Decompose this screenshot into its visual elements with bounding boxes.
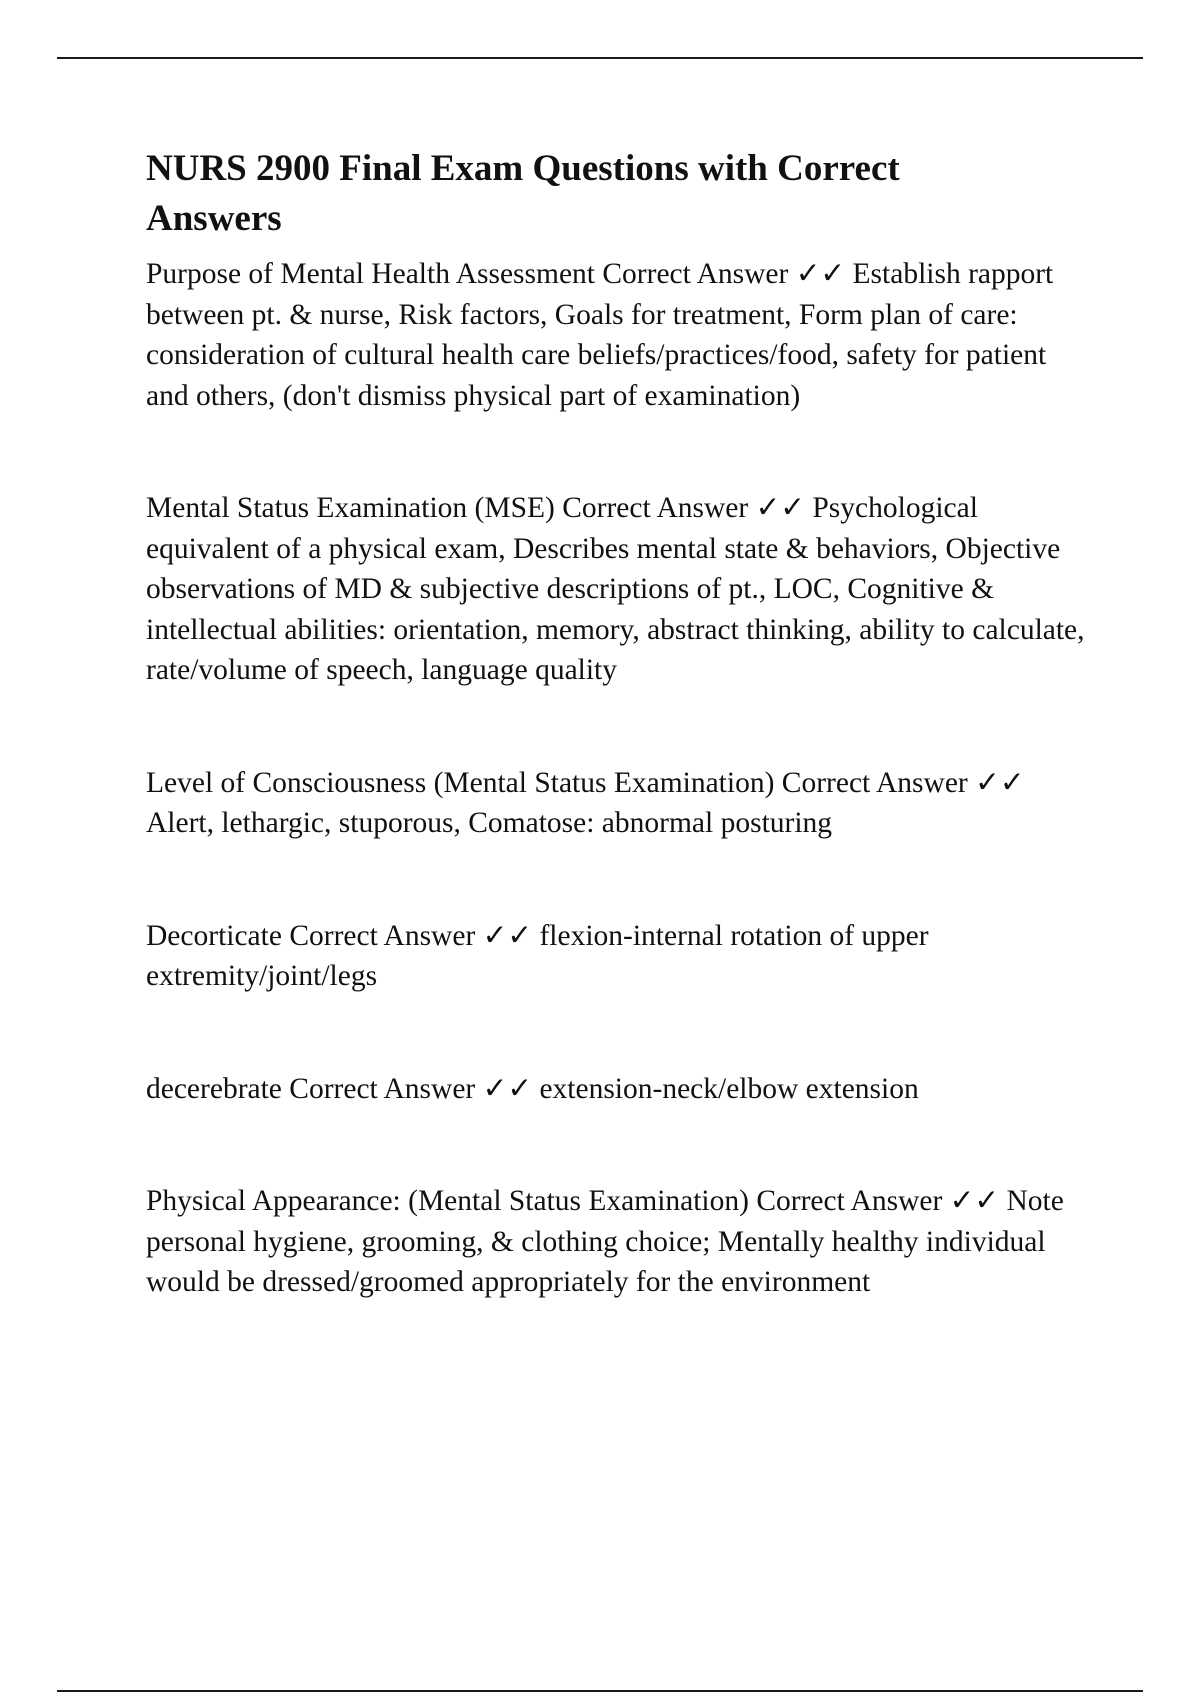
correct-answer-label: Correct Answer	[562, 492, 749, 524]
qa-answer: Establish rapport between pt. & nurse, Risk factors, Goals for treatment, Form plan of care: consideration of cultural health care beliefs/practices/food, safety for patient and others, (don't dismiss physical part of examination)	[146, 258, 1054, 412]
qa-answer: Alert, lethargic, stuporous, Comatose: abnormal posturing	[146, 807, 833, 839]
qa-term: Purpose of Mental Health Assessment	[146, 258, 595, 290]
qa-entry	[146, 488, 1096, 691]
qa-entry	[146, 763, 1096, 844]
qa-answer: flexion-internal rotation of upper extremity/joint/legs	[146, 919, 929, 992]
document-title: NURS 2900 Final Exam Questions with Correct Answers	[146, 148, 900, 239]
qa-entry	[146, 1069, 1096, 1110]
correct-answer-label: Correct Answer	[756, 1185, 943, 1217]
qa-answer: Note personal hygiene, grooming, & clothing choice; Mentally healthy individual would be dressed/groomed appropriately for the environment	[146, 1185, 1064, 1298]
correct-answer-label: Correct Answer	[781, 766, 968, 799]
qa-answer: extension-neck/elbow extension	[539, 1072, 919, 1105]
qa-entry	[146, 1181, 1096, 1303]
check-marks-icon: ✓✓	[482, 919, 533, 952]
check-marks-icon: ✓✓	[949, 1185, 1000, 1217]
correct-answer-label: Correct Answer	[289, 1072, 476, 1105]
check-marks-icon: ✓✓	[482, 1072, 533, 1105]
qa-term: Decorticate	[146, 919, 282, 952]
check-marks-icon: ✓✓	[795, 258, 846, 290]
qa-term: Level of Consciousness (Mental Status Examination)	[146, 766, 775, 799]
bottom-divider	[57, 1690, 1143, 1692]
qa-entry	[146, 254, 1096, 416]
correct-answer-label: Correct Answer	[289, 919, 476, 952]
qa-term: Mental Status Examination (MSE)	[146, 492, 555, 524]
qa-term: Physical Appearance: (Mental Status Examination)	[146, 1185, 749, 1217]
qa-answer: Psychological equivalent of a physical exam, Describes mental state & behaviors, Objective observations of MD & subjective descriptions of pt., LOC, Cognitive & intellectual abilities: orientation, memory, abstract thinking, ability to calculate, rate/volume of speech, language quality	[146, 492, 1085, 686]
qa-entry	[146, 916, 1096, 997]
check-marks-icon: ✓✓	[755, 492, 806, 524]
qa-term: decerebrate	[146, 1072, 282, 1105]
check-marks-icon: ✓✓	[975, 766, 1025, 799]
document-body	[146, 144, 1096, 1303]
top-divider	[57, 57, 1143, 59]
correct-answer-label: Correct Answer	[602, 258, 789, 290]
qa-list	[146, 254, 1096, 1303]
